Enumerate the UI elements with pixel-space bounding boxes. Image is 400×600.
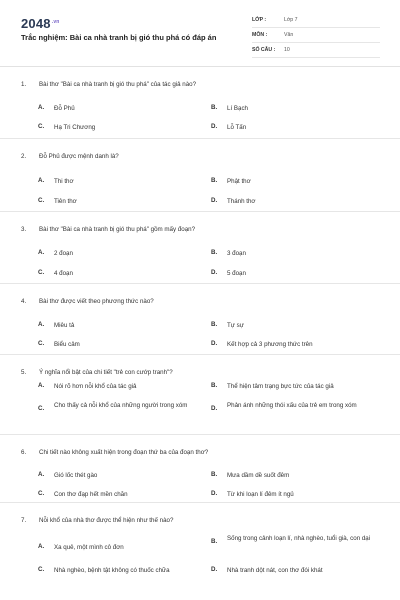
worksheet-meta — [252, 13, 380, 58]
option-b[interactable] — [211, 382, 334, 392]
meta-key: MÔN : — [252, 32, 268, 38]
meta-key: LỚP : — [252, 17, 267, 23]
option-text: 4 đoạn — [54, 270, 73, 277]
question-number: 4. — [21, 298, 27, 305]
question-5 — [0, 355, 400, 435]
option-text: Thể hiện tâm trạng bực tức của tác giả — [227, 383, 334, 390]
option-text: Lỗ Tấn — [227, 124, 247, 131]
option-letter: D. — [211, 269, 218, 276]
option-text: Gió lốc thét gào — [54, 472, 98, 479]
worksheet-header — [0, 0, 400, 67]
question-number: 7. — [21, 517, 27, 524]
option-letter: D. — [211, 123, 218, 130]
question-number: 2. — [21, 153, 27, 160]
question-number: 3. — [21, 226, 27, 233]
option-b[interactable] — [211, 177, 251, 187]
option-letter: B. — [211, 382, 218, 389]
option-letter: A. — [38, 104, 45, 111]
option-a[interactable] — [38, 382, 136, 392]
option-a[interactable] — [38, 321, 74, 331]
question-text: Bài thơ "Bài ca nhà tranh bị gió thu phá" gồm mấy đoạn? — [39, 226, 196, 233]
site-logo[interactable] — [21, 16, 60, 31]
option-letter: A. — [38, 543, 45, 550]
option-d[interactable] — [211, 197, 255, 207]
option-letter: B. — [211, 249, 218, 256]
option-text: Từ khi loạn lí đêm ít ngủ — [227, 491, 294, 498]
question-number: 1. — [21, 81, 27, 88]
option-letter: C. — [38, 490, 45, 497]
option-text: Hạ Tri Chương — [54, 124, 96, 131]
option-letter: A. — [38, 382, 45, 389]
option-letter: C. — [38, 197, 45, 204]
option-text: Đỗ Phủ — [54, 105, 75, 112]
option-d[interactable] — [211, 269, 246, 279]
question-7 — [0, 503, 400, 583]
logo-text: 2048 — [21, 16, 51, 31]
option-text: Cho thấy cả nỗi khổ của những người trong xóm — [54, 402, 188, 409]
option-text: Phản ánh những thói xấu của trẻ em trong xóm — [227, 402, 357, 409]
option-letter: A. — [38, 249, 45, 256]
option-text: 5 đoạn — [227, 270, 246, 277]
option-c[interactable] — [38, 123, 95, 133]
option-letter: B. — [211, 104, 218, 111]
question-stem — [21, 81, 196, 88]
option-b[interactable] — [211, 534, 371, 545]
logo-suffix: .vn — [51, 18, 60, 25]
option-a[interactable] — [38, 543, 124, 553]
option-letter: B. — [211, 538, 218, 545]
option-text: Mưa dầm dề suốt đêm — [227, 472, 290, 479]
option-text: Tiên thơ — [54, 198, 77, 205]
question-text: Đỗ Phủ được mệnh danh là? — [39, 153, 119, 160]
question-stem — [21, 517, 173, 524]
question-stem — [21, 449, 208, 456]
question-stem — [21, 369, 173, 376]
question-text: Chi tiết nào không xuất hiện trong đoạn thứ ba của đoạn thơ? — [39, 449, 209, 456]
option-text: Thánh thơ — [227, 198, 256, 205]
option-text: Xa quê, một mình cô đơn — [54, 544, 124, 551]
option-c[interactable] — [38, 269, 73, 279]
option-text: Nói rõ hơn nỗi khổ của tác giả — [54, 383, 137, 390]
option-d[interactable] — [211, 123, 246, 133]
meta-value: Lớp 7 — [284, 17, 298, 23]
option-letter: C. — [38, 123, 45, 130]
question-text: Bài thơ được viết theo phương thức nào? — [39, 298, 154, 305]
option-letter: D. — [211, 490, 218, 497]
question-stem — [21, 298, 154, 305]
option-letter: A. — [38, 471, 45, 478]
option-letter: D. — [211, 405, 218, 412]
question-3 — [0, 212, 400, 284]
option-c[interactable] — [38, 197, 77, 207]
meta-value: Văn — [284, 32, 294, 38]
option-b[interactable] — [211, 321, 244, 331]
option-a[interactable] — [38, 471, 97, 481]
meta-row-subject — [252, 28, 380, 43]
meta-row-class — [252, 13, 380, 28]
option-text: Nhà tranh dột nát, con thơ đói khát — [227, 567, 323, 574]
option-b[interactable] — [211, 104, 248, 114]
question-2 — [0, 139, 400, 212]
option-text: Sống trong cảnh loạn lí, nhà nghèo, tuổi già, con dại — [227, 535, 371, 542]
option-text: Thi thơ — [54, 178, 74, 185]
option-text: Con thơ đạp hết mền chăn — [54, 491, 128, 498]
question-stem — [21, 226, 195, 233]
option-a[interactable] — [38, 177, 74, 187]
option-letter: D. — [211, 197, 218, 204]
meta-value: 10 — [284, 47, 290, 53]
option-text: Phật thơ — [227, 178, 251, 185]
option-letter: A. — [38, 321, 45, 328]
option-text: Tự sự — [227, 322, 244, 329]
option-text: 3 đoạn — [227, 250, 246, 257]
option-c[interactable] — [38, 340, 80, 350]
option-letter: B. — [211, 177, 218, 184]
option-letter: A. — [38, 177, 45, 184]
option-letter: C. — [38, 566, 45, 573]
option-letter: C. — [38, 340, 45, 347]
option-text: Nhà nghèo, bệnh tật không có thuốc chữa — [54, 567, 170, 574]
option-a[interactable] — [38, 249, 73, 259]
option-b[interactable] — [211, 249, 246, 259]
question-stem — [21, 153, 119, 160]
meta-key: SỐ CÂU : — [252, 47, 276, 53]
option-d[interactable] — [211, 340, 313, 350]
meta-row-count — [252, 43, 380, 58]
option-c[interactable] — [38, 490, 128, 500]
option-letter: B. — [211, 471, 218, 478]
question-4 — [0, 284, 400, 355]
option-letter: D. — [211, 340, 218, 347]
option-text: Miêu tả — [54, 322, 75, 329]
question-text: Ý nghĩa nổi bật của chi tiết "trẻ con cướp tranh"? — [39, 369, 173, 376]
question-1 — [0, 67, 400, 139]
option-text: 2 đoạn — [54, 250, 73, 257]
option-text: Lí Bạch — [227, 105, 248, 112]
option-d[interactable] — [211, 401, 387, 412]
question-number: 5. — [21, 369, 27, 376]
option-letter: B. — [211, 321, 218, 328]
option-letter: C. — [38, 405, 45, 412]
question-6 — [0, 435, 400, 503]
option-c[interactable] — [38, 566, 170, 576]
option-letter: D. — [211, 566, 218, 573]
option-text: Biểu cảm — [54, 341, 80, 348]
question-text: Nỗi khổ của nhà thơ được thể hiện như thế nào? — [39, 517, 174, 524]
option-d[interactable] — [211, 566, 323, 576]
question-number: 6. — [21, 449, 27, 456]
page-title: Trắc nghiệm: Bài ca nhà tranh bị gió thu phá có đáp án — [21, 33, 217, 42]
option-letter: C. — [38, 269, 45, 276]
option-c[interactable] — [38, 401, 198, 412]
option-b[interactable] — [211, 471, 289, 481]
option-text: Kết hợp cả 3 phương thức trên — [227, 341, 313, 348]
option-a[interactable] — [38, 104, 75, 114]
option-d[interactable] — [211, 490, 294, 500]
question-text: Bài thơ "Bài ca nhà tranh bị gió thu phá" của tác giả nào? — [39, 81, 197, 88]
